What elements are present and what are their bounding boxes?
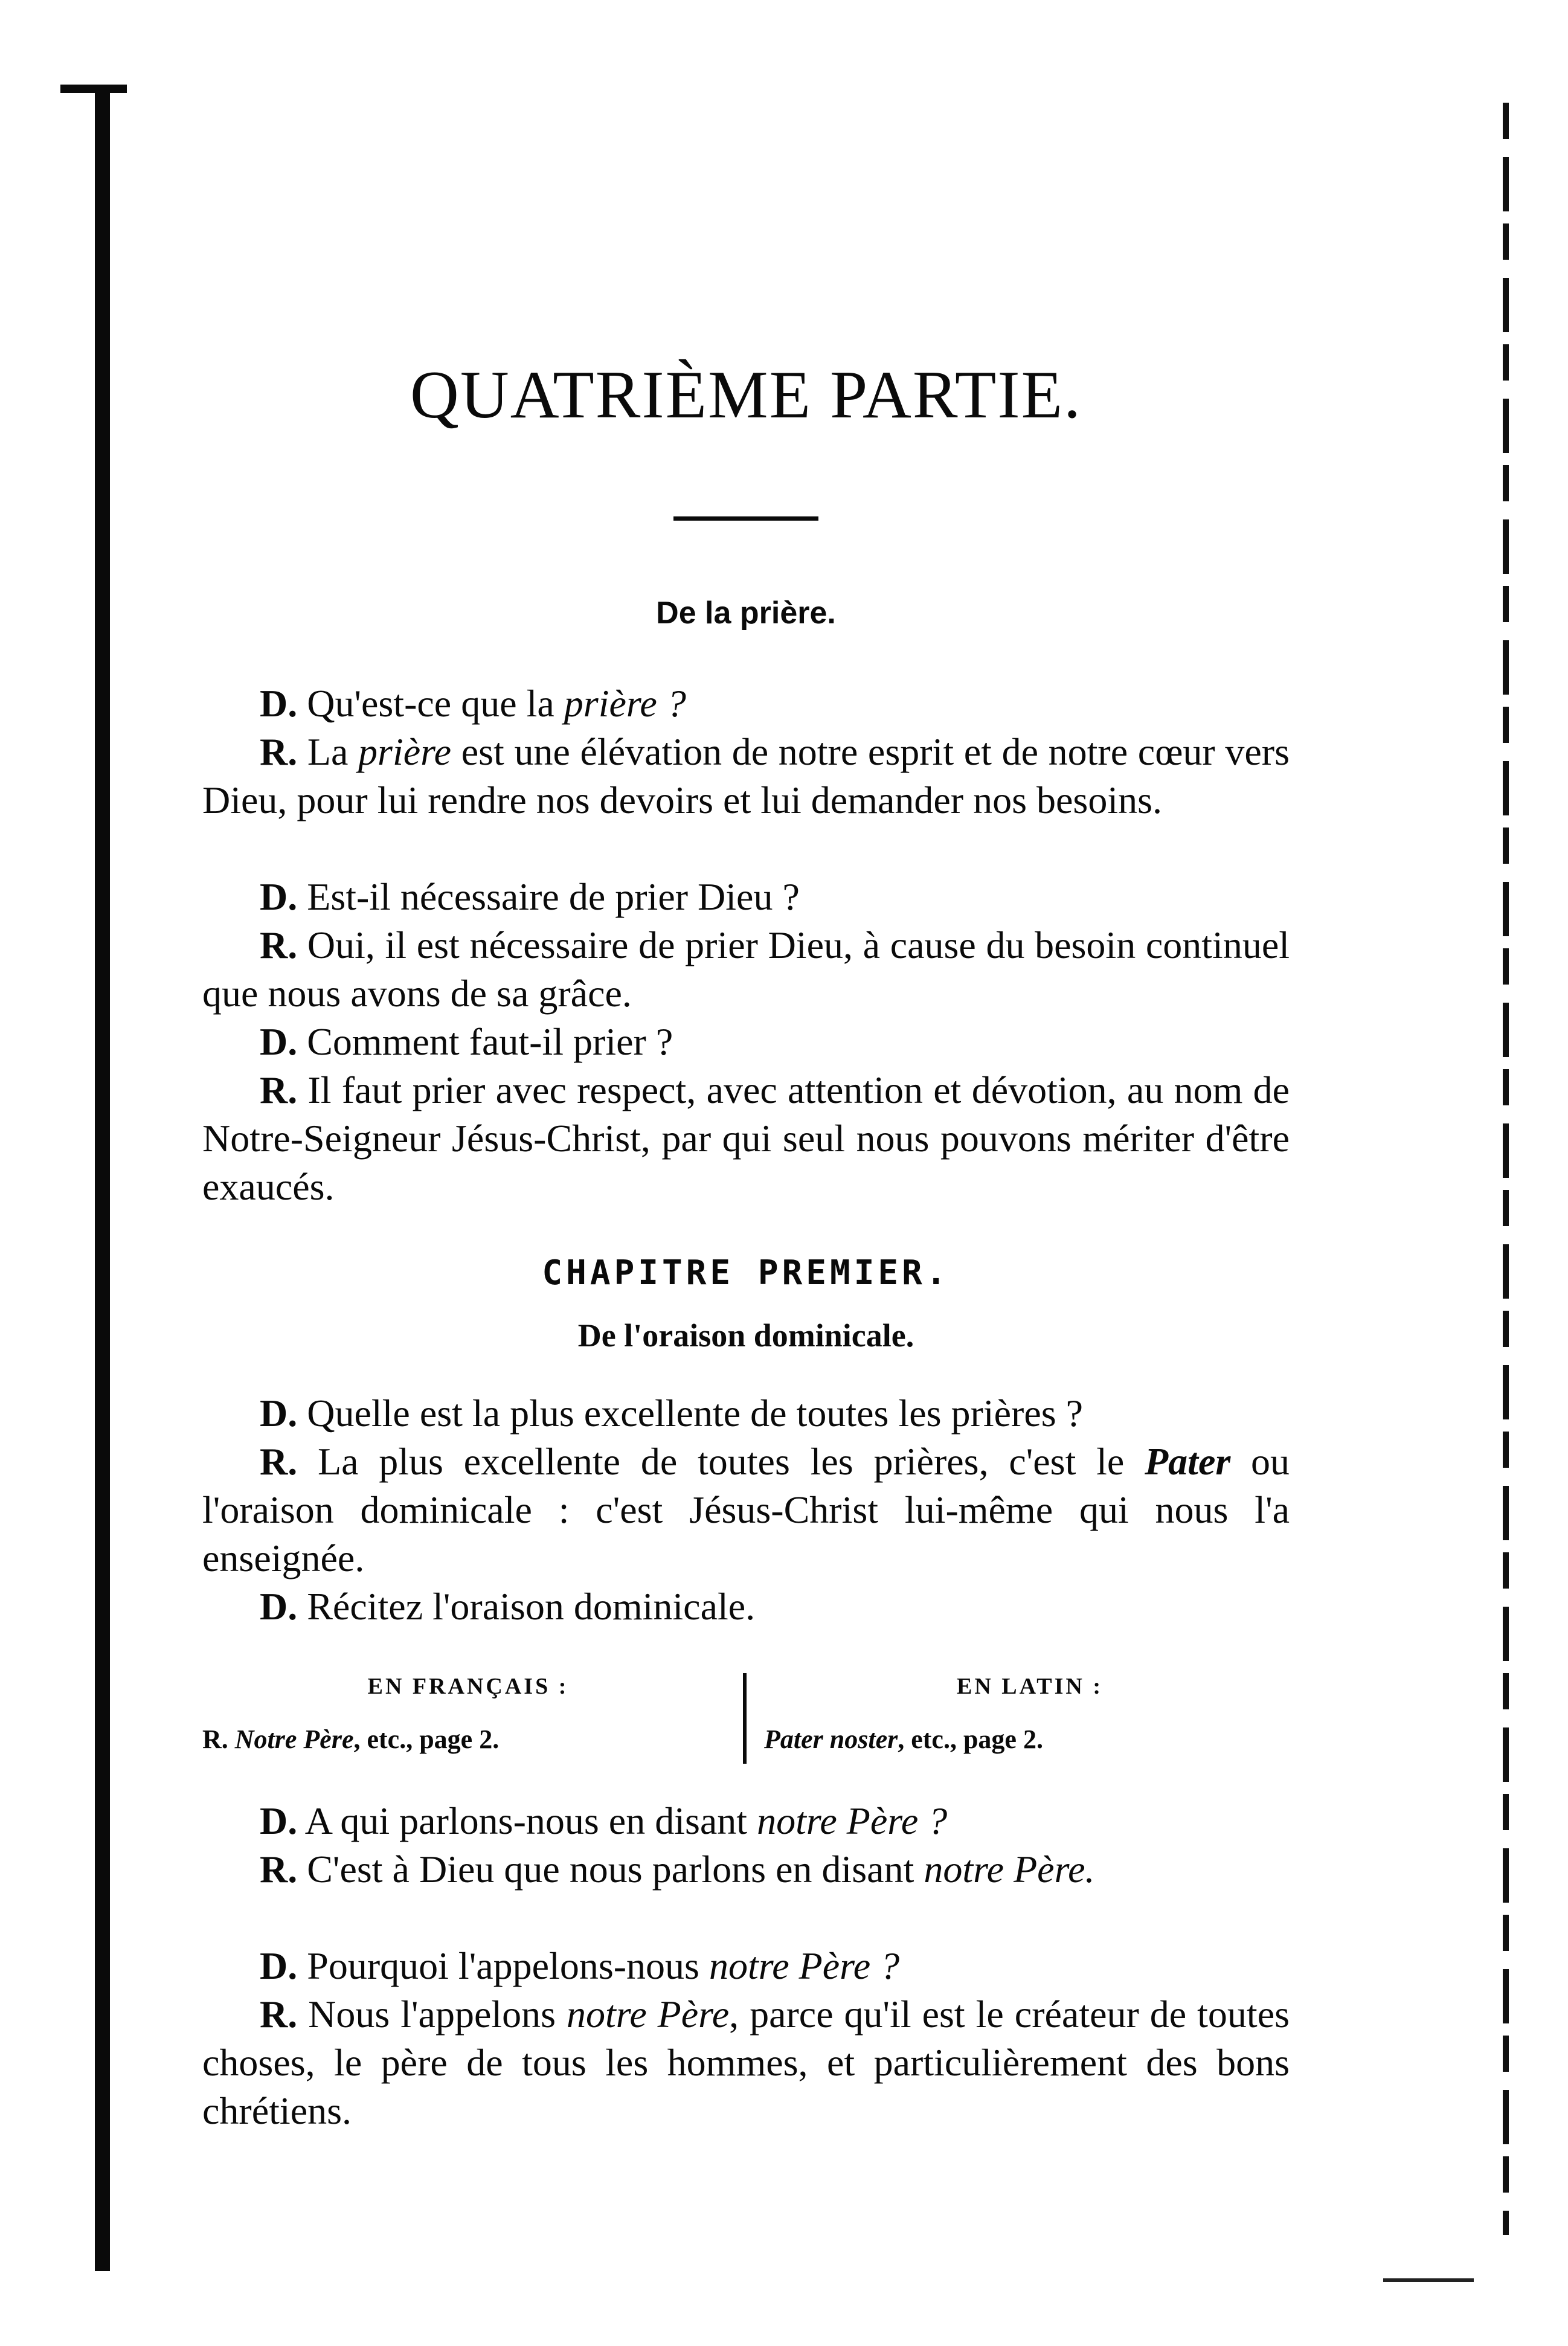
title-divider <box>673 516 818 521</box>
latin-column <box>764 1667 1296 1755</box>
section-heading: De la prière. <box>656 596 836 631</box>
translation-columns <box>202 1667 1290 1776</box>
qa-line: D. A qui parlons-nous en disant notre Père ? <box>260 1799 948 1842</box>
french-heading: EN FRANÇAIS : <box>367 1674 569 1699</box>
qa-line: D. Quelle est la plus excellente de toutes les prières ? <box>260 1392 1084 1435</box>
french-reference: R. Notre Père, etc., page 2. <box>202 1724 500 1754</box>
qa-line: D. Est-il nécessaire de prier Dieu ? <box>260 875 800 918</box>
qa-line: D. Comment faut-il prier ? <box>260 1020 673 1063</box>
qa-line: R. La plus excellente de toutes les prières, c'est le Pater ou l'oraison dominicale : c'est Jésus-Christ lui-même qui nous l'a enseignée. <box>202 1440 1290 1580</box>
latin-heading: EN LATIN : <box>957 1674 1103 1699</box>
qa-line: R. Oui, il est nécessaire de prier Dieu, à cause du besoin continuel que nous avons de sa grâce. <box>202 924 1290 1015</box>
part-title: QUATRIÈME PARTIE. <box>410 358 1082 432</box>
qa-line: D. Qu'est-ce que la prière ? <box>260 682 686 725</box>
chapter-subtitle: De l'oraison dominicale. <box>577 1317 914 1354</box>
qa-line: D. Récitez l'oraison dominicale. <box>260 1585 756 1628</box>
qa-line: R. La prière est une élévation de notre esprit et de notre cœur vers Dieu, pour lui rendre nos devoirs et lui demander nos besoins. <box>202 730 1290 821</box>
french-column <box>202 1667 734 1755</box>
page-edge-shadow <box>1503 103 1509 2235</box>
chapter-title: CHAPITRE PREMIER. <box>542 1253 950 1293</box>
qa-line: D. Pourquoi l'appelons-nous notre Père ? <box>260 1944 900 1987</box>
binding-edge-rule <box>95 85 110 2271</box>
scan-mark <box>1383 2278 1474 2282</box>
qa-line: R. Nous l'appelons notre Père, parce qu'il est le créateur de toutes choses, le père de tous les hommes, et particulièrement des bons chrétiens. <box>202 1993 1290 2132</box>
latin-reference: Pater noster, etc., page 2. <box>764 1724 1043 1754</box>
binding-edge-cap <box>60 85 127 93</box>
column-divider <box>743 1673 747 1764</box>
qa-line: R. Il faut prier avec respect, avec attention et dévotion, au nom de Notre-Seigneur Jésus-Christ, par qui seul nous pouvons mériter d'être exaucés. <box>202 1069 1290 1208</box>
qa-line: R. C'est à Dieu que nous parlons en disant notre Père. <box>260 1848 1095 1891</box>
